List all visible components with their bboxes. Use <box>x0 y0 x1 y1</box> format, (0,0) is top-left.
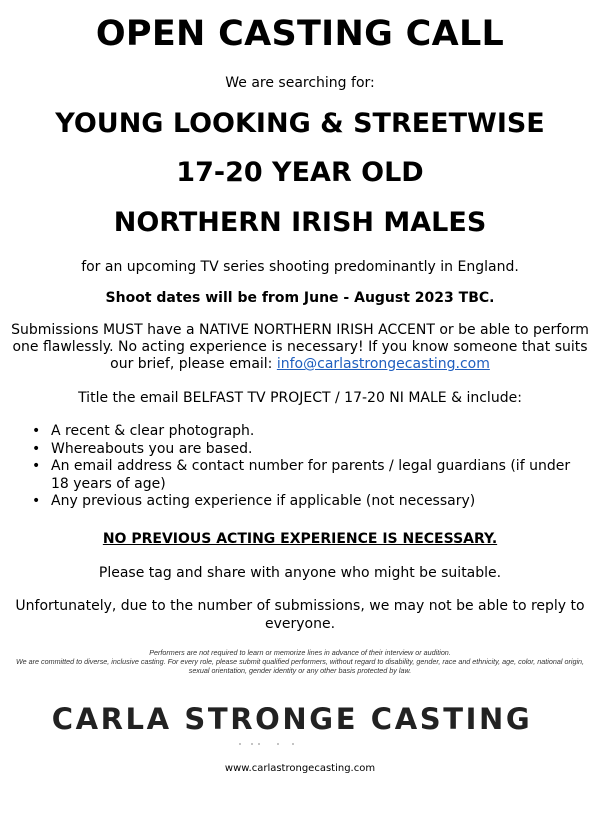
list-item <box>30 458 580 493</box>
submissions-paragraph <box>10 322 590 373</box>
submissions-text: Submissions MUST have a NATIVE NORTHERN IRISH ACCENT or be able to perform one flawlessly. No acting experience is necessary! If you know someone that suits our brief, please email: <box>11 322 589 372</box>
email-title-instructions: Title the email BELFAST TV PROJECT / 17-20 NI MALE & include: <box>78 390 522 406</box>
reply-disclaimer: Unfortunately, due to the number of submissions, we may not be able to reply to everyone. <box>15 598 585 632</box>
upcoming-series-text: for an upcoming TV series shooting predominantly in England. <box>81 259 519 275</box>
requirements-list <box>30 423 580 511</box>
list-item <box>30 423 580 441</box>
fine-print-diversity: We are committed to diverse, inclusive casting. For every role, please submit qualified performers, without regard to disability, gender, race and ethnicity, age, color, national origin, sexual orientation, gender identity or any other basis protected by law. <box>15 657 585 675</box>
company-logo: CARLA STRONGE CASTING <box>51 702 533 736</box>
headline-line-3: NORTHERN IRISH MALES <box>113 207 487 238</box>
website-link[interactable]: www.carlastrongecasting.com <box>224 763 376 774</box>
list-item-text: Any previous acting experience if applicable (not necessary) <box>51 493 476 509</box>
email-link[interactable]: info@carlastrongecasting.com <box>276 356 490 372</box>
fine-print-lines: Performers are not required to learn or memorize lines in advance of their interview or audition. <box>149 648 451 657</box>
bullet-icon: • <box>32 423 41 439</box>
no-experience-notice: NO PREVIOUS ACTING EXPERIENCE IS NECESSARY. <box>102 531 498 547</box>
bullet-icon: • <box>32 440 41 457</box>
list-item <box>30 493 580 511</box>
headline-line-1: YOUNG LOOKING & STREETWISE <box>55 108 545 139</box>
bullet-icon: • <box>32 458 41 474</box>
page-title: OPEN CASTING CALL <box>95 14 505 54</box>
list-item-text: An email address & contact number for parents / legal guardians (if under 18 years of age) <box>51 458 571 492</box>
share-request-text: Please tag and share with anyone who might be suitable. <box>98 565 502 581</box>
shoot-dates-text: Shoot dates will be from June - August 2023 TBC. <box>105 290 495 306</box>
searching-for-text: We are searching for: <box>225 75 375 91</box>
list-item-text: A recent & clear photograph. <box>51 423 255 439</box>
list-item-text: Whereabouts you are based. <box>51 440 253 457</box>
list-item <box>30 441 580 459</box>
bullet-icon: • <box>32 493 41 509</box>
headline-line-2: 17-20 YEAR OLD <box>176 157 424 188</box>
logo-decoration <box>232 742 352 746</box>
